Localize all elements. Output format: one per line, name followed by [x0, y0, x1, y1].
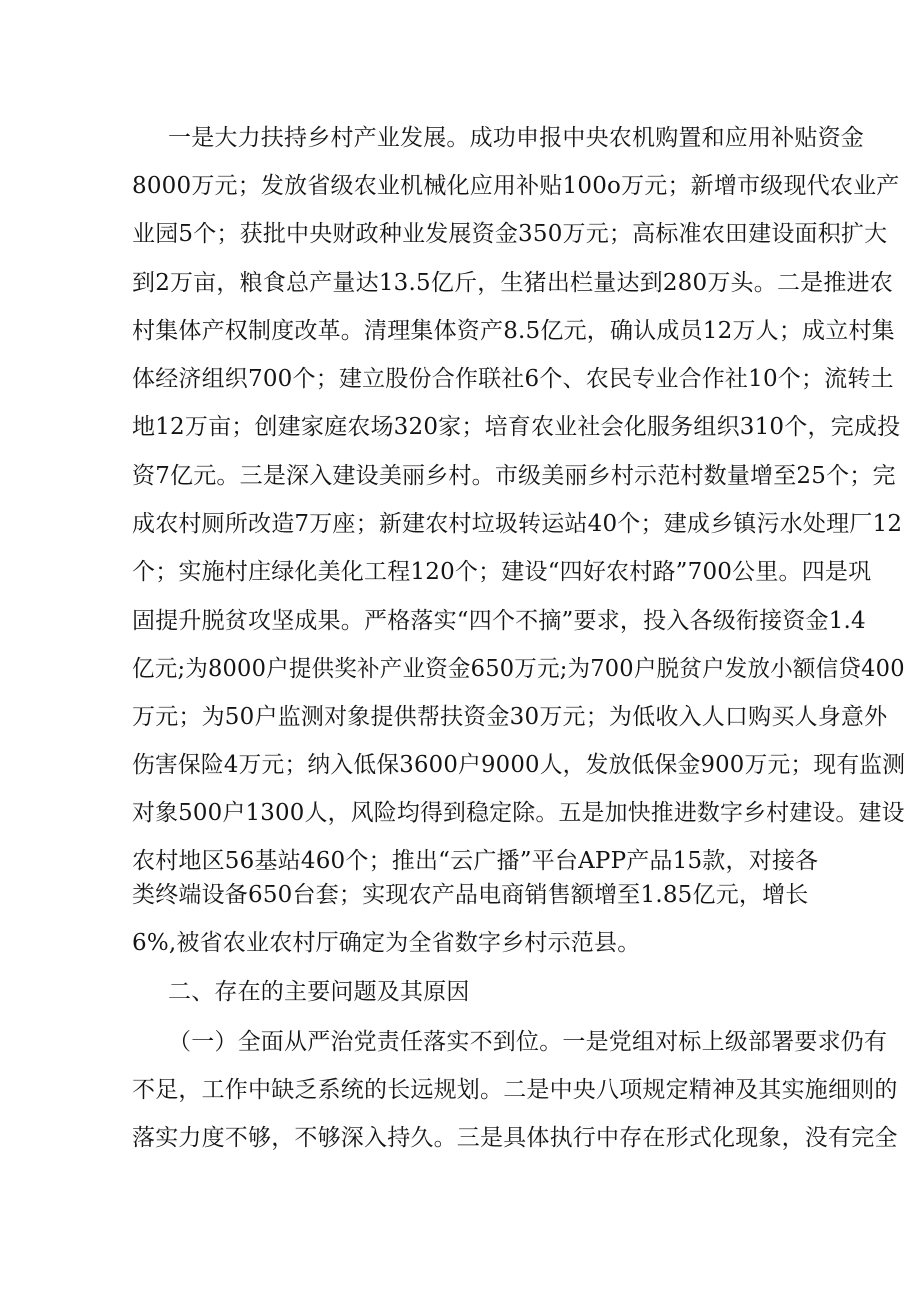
paragraph-line: 对象500户1300人，风险均得到稳定除。五是加快推进数字乡村建设。建设	[132, 800, 905, 826]
paragraph-line: 8000万元；发放省级农业机械化应用补贴100o万元；新增市级现代农业产	[132, 173, 900, 199]
paragraph-line: 落实力度不够，不够深入持久。三是具体执行中存在形式化现象，没有完全	[132, 1125, 898, 1151]
paragraph-line: 不足，工作中缺乏系统的长远规划。二是中央八项规定精神及其实施细则的	[132, 1077, 898, 1103]
paragraph-line: 伤害保险4万元；纳入低保3600户9000人，发放低保金900万元；现有监测	[132, 752, 906, 778]
paragraph-line: 体经济组织700个；建立股份合作联社6个、农民专业合作社10个；流转土	[132, 366, 894, 392]
subsection-heading: （一）全面从严治党责任落实不到位。一是党组对标上级部署要求仍有	[168, 1029, 888, 1055]
paragraph-line: 地12万亩；创建家庭农场320家；培育农业社会化服务组织310个，完成投	[132, 414, 901, 440]
paragraph-line: 6%,被省农业农村厅确定为全省数字乡村示范县。	[132, 930, 641, 956]
paragraph-line: 资7亿元。三是深入建设美丽乡村。市级美丽乡村示范村数量增至25个；完	[132, 463, 896, 489]
paragraph-line: 成农村厕所改造7万座；新建农村垃圾转运站40个；建成乡镇污水处理厂12	[132, 511, 903, 537]
paragraph-line: 亿元;为8000户提供奖补产业资金650万元;为700户脱贫户发放小额信贷400	[132, 656, 905, 682]
paragraph-line: 类终端设备650台套；实现农产品电商销售额增至1.85亿元，增长	[132, 882, 809, 908]
paragraph-line: 固提升脱贫攻坚成果。严格落实“四个不摘”要求，投入各级衔接资金1.4	[132, 608, 866, 634]
section-heading: 二、存在的主要问题及其原因	[168, 979, 470, 1005]
paragraph-line: 一是大力扶持乡村产业发展。成功申报中央农机购置和应用补贴资金	[168, 125, 864, 151]
paragraph-line: 到2万亩，粮食总产量达13.5亿斤，生猪出栏量达到280万头。二是推进农	[132, 270, 893, 296]
paragraph-line: 业园5个；获批中央财政种业发展资金350万元；高标准农田建设面积扩大	[132, 221, 888, 247]
paragraph-line: 万元；为50户监测对象提供帮扶资金30万元；为低收入人口购买人身意外	[132, 704, 888, 730]
paragraph-line: 个；实施村庄绿化美化工程120个；建设“四好农村路”700公里。四是巩	[132, 559, 872, 585]
paragraph-line: 村集体产权制度改革。清理集体资产8.5亿元，确认成员12万人；成立村集	[132, 318, 895, 344]
paragraph-line: 农村地区56基站460个；推出“云广播”平台APP产品15款，对接各	[132, 848, 819, 874]
